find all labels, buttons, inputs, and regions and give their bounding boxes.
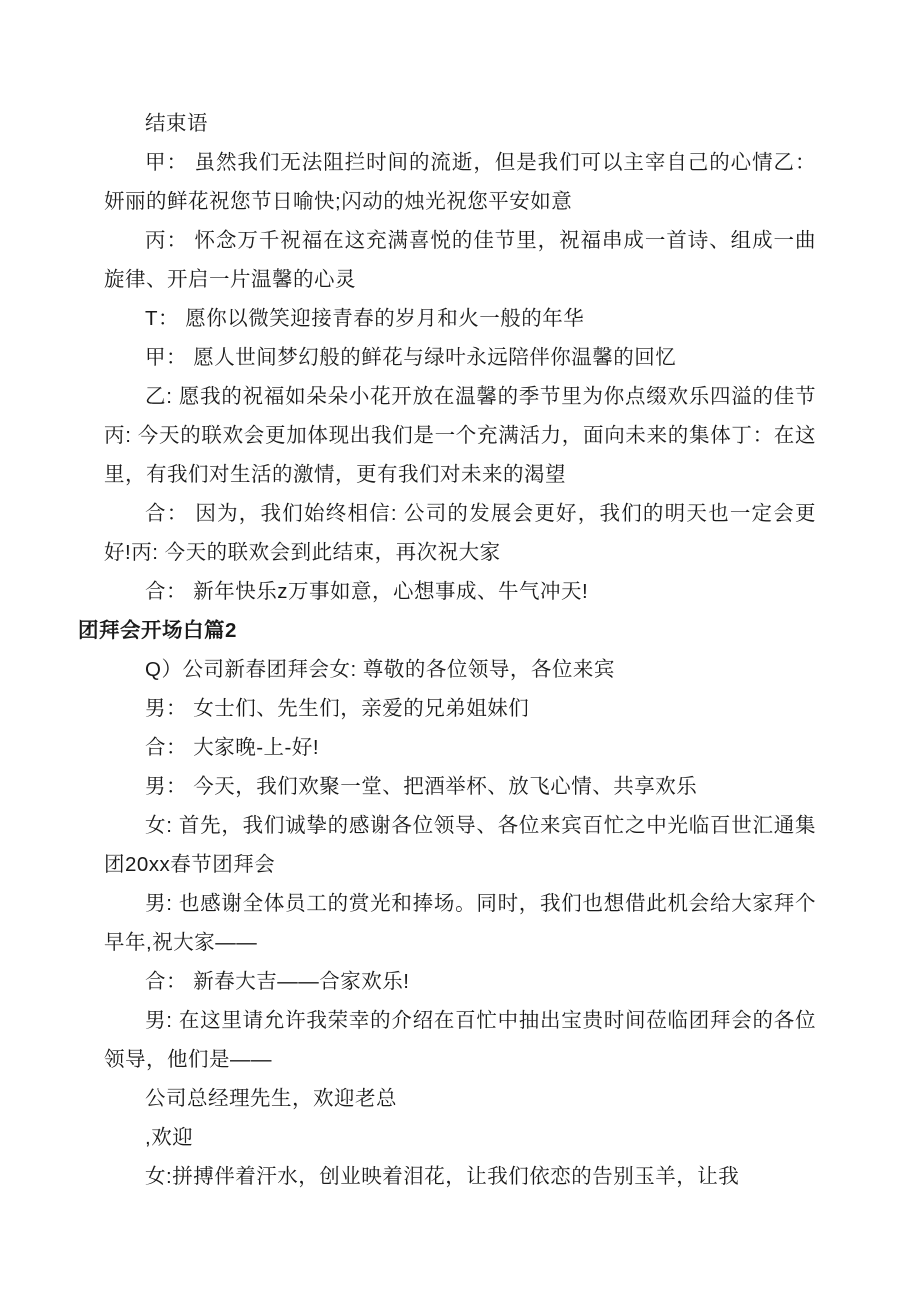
section-heading: 团拜会开场白篇2: [78, 619, 237, 642]
paragraph: 女: 首先，我们诚挚的感谢各位领导、各位来宾百忙之中光临百世汇通集团20xx春节团拜会: [104, 814, 816, 876]
paragraph: 男: 在这里请允许我荣幸的介绍在百忙中抽出宝贵时间莅临团拜会的各位领导，他们是——: [104, 1009, 816, 1071]
paragraph: ,欢迎: [145, 1126, 194, 1149]
paragraph: T： 愿你以微笑迎接青春的岁月和火一般的年华: [145, 307, 585, 330]
paragraph: 丙： 怀念万千祝福在这充满喜悦的佳节里，祝福串成一首诗、组成一曲旋律、开启一片温馨的心灵: [104, 229, 816, 291]
paragraph: 男: 也感谢全体员工的赏光和捧场。同时，我们也想借此机会给大家拜个早年,祝大家——: [104, 892, 816, 954]
paragraph: 合： 因为，我们始终相信: 公司的发展会更好，我们的明天也一定会更好!丙: 今天的联欢会到此结束，再次祝大家: [104, 502, 816, 564]
paragraph: 乙: 愿我的祝福如朵朵小花开放在温馨的季节里为你点缀欢乐四溢的佳节丙: 今天的联欢会更加体现出我们是一个充满活力，面向未来的集体丁：在这里，有我们对生活的激情，更有我们对未来的渴望: [104, 385, 816, 486]
paragraph: 甲： 愿人世间梦幻般的鲜花与绿叶永远陪伴你温馨的回忆: [145, 346, 677, 369]
paragraph: 合： 大家晚-上-好!: [145, 736, 320, 759]
paragraph: 甲： 虽然我们无法阻拦时间的流逝，但是我们可以主宰自己的心情乙： 妍丽的鲜花祝您节日喻快;闪动的烛光祝您平安如意: [104, 151, 816, 213]
paragraph: 男： 女士们、先生们，亲爱的兄弟姐妹们: [145, 697, 530, 720]
paragraph: 男： 今天，我们欢聚一堂、把酒举杯、放飞心情、共享欢乐: [145, 775, 698, 798]
paragraph: 结束语: [145, 112, 208, 135]
paragraph: 合： 新年快乐z万事如意，心想事成、牛气冲天!: [145, 580, 589, 603]
paragraph: Q）公司新春团拜会女: 尊敬的各位领导，各位来宾: [145, 658, 615, 681]
paragraph: 女:拼搏伴着汗水，创业映着泪花，让我们依恋的告别玉羊，让我: [145, 1165, 740, 1188]
paragraph: 合： 新春大吉——合家欢乐!: [145, 970, 410, 993]
document-body: [78, 104, 816, 1196]
paragraph: 公司总经理先生，欢迎老总: [145, 1087, 397, 1110]
